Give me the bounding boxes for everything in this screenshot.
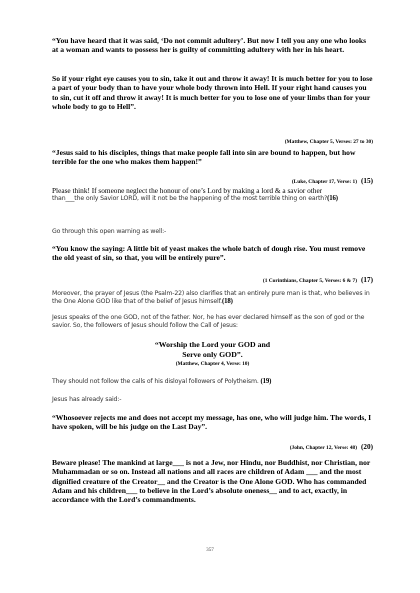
reference-matthew-5 <box>285 130 373 148</box>
paragraph-jesus-said: Jesus has already said:- <box>52 396 122 403</box>
paragraph-lead: Please think! If someone neglect the honour of one’s Lord by making a lord & a savior other <box>52 186 323 195</box>
footnote-number: (17) <box>361 276 373 284</box>
quote-jesus-disciples: “Jesus said to his disciples, things that make people fall into sin are bound to happen, but how terrible for the one who makes them happen!” <box>52 148 356 167</box>
citation: (Matthew, Chapter 5, Verses: 27 to 30) <box>284 139 373 145</box>
citation: (Matthew, Chapter 4, Verse: 10) <box>175 361 250 368</box>
paragraph-beware: Beware please! The mankind at large___ is not a Jew, nor Hindu, nor Buddhist, nor Christian, nor Muhammadan or so on. Instead all nations and all races are children of Adam ___ and the most dignified creature of the Creator__ and the Creator is the One Alone GOD. Who has commanded Adam and his children___ to believe in the Lord’s absolute oneness__ and to act, exactly, in accordance with the Lord’s commandments. <box>52 458 371 505</box>
paragraph-prayer-of-jesus <box>52 290 373 307</box>
quote-worship-the-lord <box>52 340 373 368</box>
reference-john-12 <box>290 436 373 454</box>
footnote-number: (19) <box>260 378 272 385</box>
paragraph-polytheism <box>52 378 373 386</box>
footnote-number: (18) <box>221 298 233 306</box>
quote-line-1: “Worship the Lord your GOD and <box>154 340 271 349</box>
citation: (John, Chapter 12, Verse: 48) <box>289 445 358 451</box>
footnote-number: (16) <box>327 195 338 202</box>
quote-whosoever-rejects: “Whosoever rejects me and does not accept my message, has one, who will judge him. The words, I have spoken, will be his judge on the Last Day”. <box>52 413 372 432</box>
paragraph-open-warning: Go through this open warning as well:- <box>52 228 167 235</box>
paragraph-text: They should not follow the calls of his disloyal followers of Polytheism. <box>52 378 259 385</box>
paragraph-please-think <box>52 186 373 203</box>
quote-yeast: “You know the saying: A little bit of yeast makes the whole batch of dough rise. You must remove the old yeast of sin, so that, you will be entirely pure”. <box>52 244 366 263</box>
footnote-number: (20) <box>361 443 373 451</box>
footnote-number: (15) <box>361 177 373 185</box>
paragraph-text: Moreover, the prayer of Jesus (the Psalm-22) also clarifies that an entirely pure man is that, who believes in the One Alone GOD like that of the belief of Jesus himself. <box>52 290 370 306</box>
page-number: 357 <box>206 547 214 553</box>
citation: (Luke, Chapter 17, Verse: 1) <box>291 179 358 185</box>
paragraph-rest-text: than___the only Savior LORD, will it not be the happening of the most terrible thing on earth? <box>52 195 328 202</box>
paragraph-one-god: Jesus speaks of the one GOD, not of the father. Nor, he has ever declared himself as the son of god or the savior. So, the followers of Jesus should follow the Call of Jesus: <box>52 314 365 330</box>
quote-right-eye: So if your right eye causes you to sin, take it out and throw it away! It is much better for you to lose a part of your body than to have your whole body thrown into Hell. If your right hand causes you to sin, cut it off and throw it away! It is much better for you to lose one of your limbs than for your whole body to go to Hell”. <box>52 74 373 111</box>
citation: (1 Corinthians, Chapter 5, Verses: 6 & 7) <box>262 278 358 284</box>
paragraph-rest <box>52 195 373 203</box>
quote-adultery: “You have heard that it was said, ‘Do not commit adultery’. But now I tell you any one who looks at a woman and wants to possess her is guilty of committing adultery with her in his heart. <box>52 36 367 55</box>
quote-line-2: Serve only GOD”. <box>182 349 243 359</box>
reference-corinthians-5 <box>263 269 373 287</box>
